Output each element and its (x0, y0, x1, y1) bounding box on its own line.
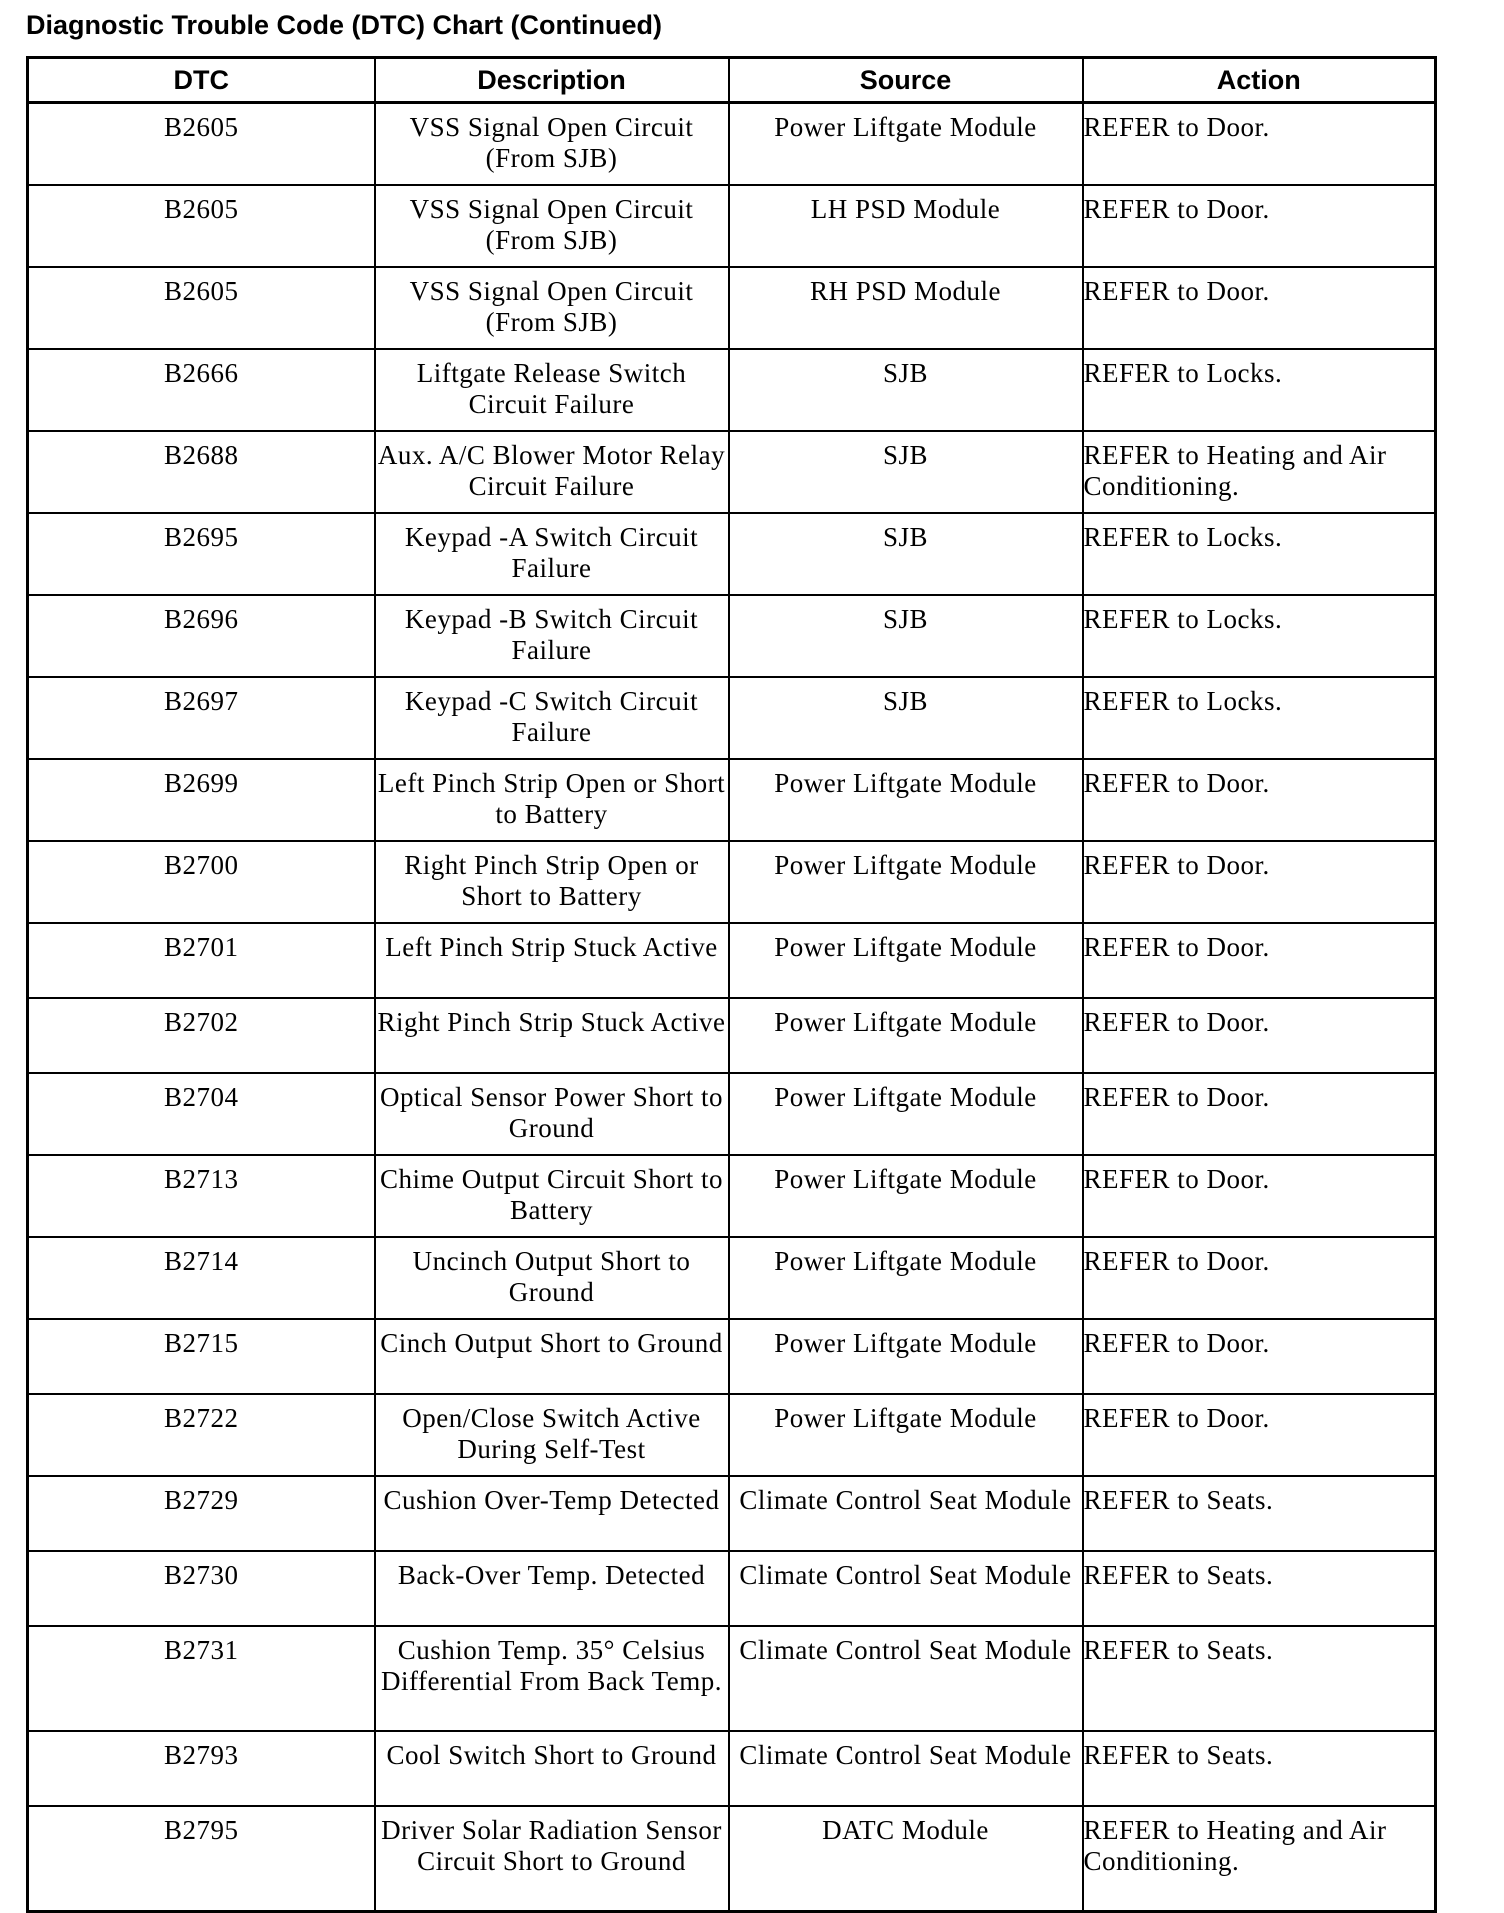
description-cell: Aux. A/C Blower Motor Relay Circuit Failure (375, 431, 729, 513)
description-cell: Chime Output Circuit Short to Battery (375, 1155, 729, 1237)
table-row (28, 1551, 1436, 1626)
action-cell: REFER to Door. (1083, 103, 1436, 186)
table-row (28, 267, 1436, 349)
table-row (28, 513, 1436, 595)
table-row (28, 998, 1436, 1073)
table-row (28, 923, 1436, 998)
description-cell: Keypad -B Switch Circuit Failure (375, 595, 729, 677)
dtc-cell: B2795 (28, 1806, 375, 1911)
action-cell: REFER to Seats. (1083, 1731, 1436, 1806)
description-cell: Right Pinch Strip Open or Short to Battery (375, 841, 729, 923)
action-cell: REFER to Door. (1083, 1073, 1436, 1155)
dtc-cell: B2730 (28, 1551, 375, 1626)
table-row (28, 431, 1436, 513)
table-row (28, 1155, 1436, 1237)
description-cell: VSS Signal Open Circuit (From SJB) (375, 185, 729, 267)
description-cell: Cushion Temp. 35° Celsius Differential From Back Temp. (375, 1626, 729, 1731)
description-cell: Cushion Over-Temp Detected (375, 1476, 729, 1551)
action-cell: REFER to Locks. (1083, 349, 1436, 431)
action-cell: REFER to Seats. (1083, 1626, 1436, 1731)
action-cell: REFER to Door. (1083, 185, 1436, 267)
table-header-row (28, 58, 1436, 103)
source-cell: Power Liftgate Module (729, 923, 1083, 998)
source-cell: SJB (729, 677, 1083, 759)
action-cell: REFER to Door. (1083, 1237, 1436, 1319)
dtc-cell: B2722 (28, 1394, 375, 1476)
action-cell: REFER to Locks. (1083, 677, 1436, 759)
action-cell: REFER to Heating and Air Conditioning. (1083, 1806, 1436, 1911)
source-cell: Power Liftgate Module (729, 103, 1083, 186)
table-row (28, 103, 1436, 186)
action-cell: REFER to Locks. (1083, 595, 1436, 677)
action-cell: REFER to Door. (1083, 923, 1436, 998)
description-cell: Keypad -C Switch Circuit Failure (375, 677, 729, 759)
dtc-cell: B2715 (28, 1319, 375, 1394)
action-cell: REFER to Door. (1083, 759, 1436, 841)
dtc-cell: B2688 (28, 431, 375, 513)
source-cell: Climate Control Seat Module (729, 1551, 1083, 1626)
table-row (28, 1806, 1436, 1911)
dtc-cell: B2605 (28, 185, 375, 267)
action-cell: REFER to Door. (1083, 1394, 1436, 1476)
source-cell: Climate Control Seat Module (729, 1626, 1083, 1731)
dtc-cell: B2714 (28, 1237, 375, 1319)
table-row (28, 677, 1436, 759)
action-cell: REFER to Door. (1083, 1319, 1436, 1394)
column-header-description: Description (375, 58, 729, 103)
description-cell: Back-Over Temp. Detected (375, 1551, 729, 1626)
source-cell: Climate Control Seat Module (729, 1731, 1083, 1806)
dtc-cell: B2793 (28, 1731, 375, 1806)
dtc-cell: B2697 (28, 677, 375, 759)
source-cell: SJB (729, 595, 1083, 677)
source-cell: LH PSD Module (729, 185, 1083, 267)
dtc-cell: B2702 (28, 998, 375, 1073)
source-cell: DATC Module (729, 1806, 1083, 1911)
description-cell: Keypad -A Switch Circuit Failure (375, 513, 729, 595)
source-cell: Power Liftgate Module (729, 841, 1083, 923)
action-cell: REFER to Seats. (1083, 1551, 1436, 1626)
action-cell: REFER to Door. (1083, 267, 1436, 349)
description-cell: Left Pinch Strip Stuck Active (375, 923, 729, 998)
source-cell: Power Liftgate Module (729, 998, 1083, 1073)
dtc-cell: B2696 (28, 595, 375, 677)
table-row (28, 1476, 1436, 1551)
table-row (28, 595, 1436, 677)
table-row (28, 1626, 1436, 1731)
dtc-cell: B2729 (28, 1476, 375, 1551)
table-row (28, 1319, 1436, 1394)
column-header-dtc: DTC (28, 58, 375, 103)
dtc-cell: B2605 (28, 267, 375, 349)
action-cell: REFER to Locks. (1083, 513, 1436, 595)
table-row (28, 1731, 1436, 1806)
description-cell: Left Pinch Strip Open or Short to Battery (375, 759, 729, 841)
dtc-cell: B2704 (28, 1073, 375, 1155)
table-row (28, 1394, 1436, 1476)
description-cell: Cool Switch Short to Ground (375, 1731, 729, 1806)
column-header-action: Action (1083, 58, 1436, 103)
dtc-cell: B2701 (28, 923, 375, 998)
dtc-cell: B2699 (28, 759, 375, 841)
table-row (28, 759, 1436, 841)
source-cell: Power Liftgate Module (729, 1073, 1083, 1155)
dtc-cell: B2695 (28, 513, 375, 595)
description-cell: Driver Solar Radiation Sensor Circuit Short to Ground (375, 1806, 729, 1911)
action-cell: REFER to Door. (1083, 841, 1436, 923)
source-cell: SJB (729, 431, 1083, 513)
dtc-cell: B2713 (28, 1155, 375, 1237)
action-cell: REFER to Heating and Air Conditioning. (1083, 431, 1436, 513)
dtc-cell: B2700 (28, 841, 375, 923)
description-cell: Cinch Output Short to Ground (375, 1319, 729, 1394)
page-title: Diagnostic Trouble Code (DTC) Chart (Continued) (26, 10, 662, 40)
table-row (28, 185, 1436, 267)
description-cell: Liftgate Release Switch Circuit Failure (375, 349, 729, 431)
column-header-source: Source (729, 58, 1083, 103)
table-row (28, 1237, 1436, 1319)
description-cell: Optical Sensor Power Short to Ground (375, 1073, 729, 1155)
description-cell: VSS Signal Open Circuit (From SJB) (375, 103, 729, 186)
dtc-cell: B2731 (28, 1626, 375, 1731)
action-cell: REFER to Door. (1083, 998, 1436, 1073)
source-cell: SJB (729, 513, 1083, 595)
table-row (28, 349, 1436, 431)
source-cell: Power Liftgate Module (729, 1319, 1083, 1394)
action-cell: REFER to Door. (1083, 1155, 1436, 1237)
source-cell: SJB (729, 349, 1083, 431)
description-cell: Uncinch Output Short to Ground (375, 1237, 729, 1319)
source-cell: Power Liftgate Module (729, 1237, 1083, 1319)
dtc-table (26, 56, 1437, 1913)
description-cell: VSS Signal Open Circuit (From SJB) (375, 267, 729, 349)
table-row (28, 1073, 1436, 1155)
source-cell: Power Liftgate Module (729, 759, 1083, 841)
source-cell: Climate Control Seat Module (729, 1476, 1083, 1551)
source-cell: RH PSD Module (729, 267, 1083, 349)
dtc-cell: B2605 (28, 103, 375, 186)
source-cell: Power Liftgate Module (729, 1394, 1083, 1476)
dtc-cell: B2666 (28, 349, 375, 431)
table-row (28, 841, 1436, 923)
description-cell: Right Pinch Strip Stuck Active (375, 998, 729, 1073)
description-cell: Open/Close Switch Active During Self-Test (375, 1394, 729, 1476)
source-cell: Power Liftgate Module (729, 1155, 1083, 1237)
action-cell: REFER to Seats. (1083, 1476, 1436, 1551)
